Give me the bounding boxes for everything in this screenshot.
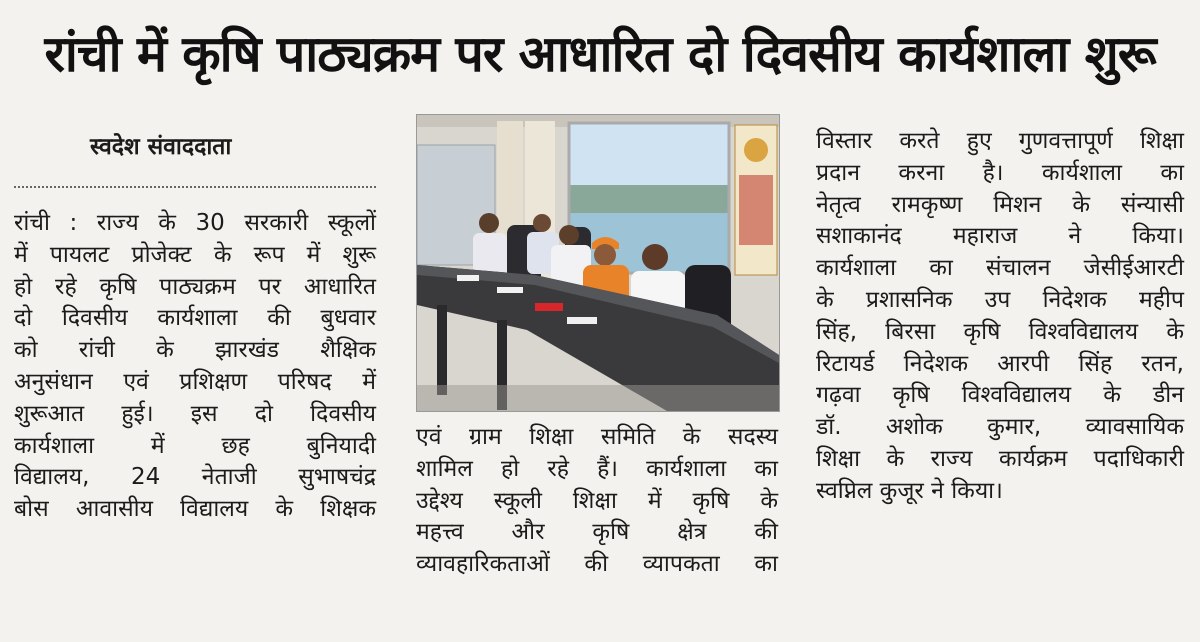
article-line: शामिल हो रहे हैं। कार्यशाला का [416,455,778,482]
article-line: स्वप्निल कुजूर ने किया। [816,477,1003,504]
article-line: रिटायर्ड निदेशक आरपी सिंह रतन, [816,350,1184,377]
headline: रांची में कृषि पाठ्यक्रम पर आधारित दो दिवसीय कार्यशाला शुरू [44,25,1156,83]
article-line: हो रहे कृषि पाठ्यक्रम पर आधारित [14,273,376,300]
article-line: डॉ. अशोक कुमार, व्यावसायिक [816,414,1184,441]
article-line: सशाकानंद महाराज ने किया। [816,223,1184,250]
article-column-3 [816,126,1184,508]
article-line: कार्यशाला में छह बुनियादी [14,432,376,459]
article-line: बोस आवासीय विद्यालय के शिक्षक [14,496,376,523]
article-line: सिंह, बिरसा कृषि विश्वविद्यालय के [816,318,1184,345]
article-line: रांची : राज्य के 30 सरकारी स्कूलों [14,210,376,236]
article-line: अनुसंधान एवं प्रशिक्षण परिषद में [14,368,376,395]
workshop-photo-illustration [417,115,779,411]
article-line: विद्यालय, 24 नेताजी सुभाषचंद्र [14,464,376,491]
article-column-2 [416,422,778,581]
article-line: दो दिवसीय कार्यशाला की बुधवार [14,305,376,332]
article-line: गढ़वा कृषि विश्वविद्यालय के डीन [816,382,1184,409]
article-line: शुरूआत हुई। इस दो दिवसीय [14,400,376,427]
article-line: के प्रशासनिक उप निदेशक महीप [816,286,1184,313]
article-line: महत्त्व और कृषि क्षेत्र की [416,519,778,546]
byline: स्वदेश संवाददाता [90,133,232,160]
byline-divider [14,186,376,188]
article-line: को रांची के झारखंड शैक्षिक [14,337,376,364]
article-line: कार्यशाला का संचालन जेसीईआरटी [816,255,1184,282]
article-line: एवं ग्राम शिक्षा समिति के सदस्य [416,424,778,450]
article-line: में पायलट प्रोजेक्ट के रूप में शुरू [14,241,376,268]
article-line: विस्तार करते हुए गुणवत्तापूर्ण शिक्षा [816,128,1184,154]
article-line: नेतृत्व रामकृष्ण मिशन के संन्यासी [816,191,1184,218]
news-photo [416,114,780,412]
article-line: प्रदान करना है। कार्यशाला का [816,159,1184,186]
article-line: शिक्षा के राज्य कार्यक्रम पदाधिकारी [816,445,1184,472]
article-line: उद्देश्य स्कूली शिक्षा में कृषि के [416,487,778,514]
article-column-1 [14,208,376,526]
article-line: व्यावहारिकताओं की व्यापकता का [416,551,778,578]
